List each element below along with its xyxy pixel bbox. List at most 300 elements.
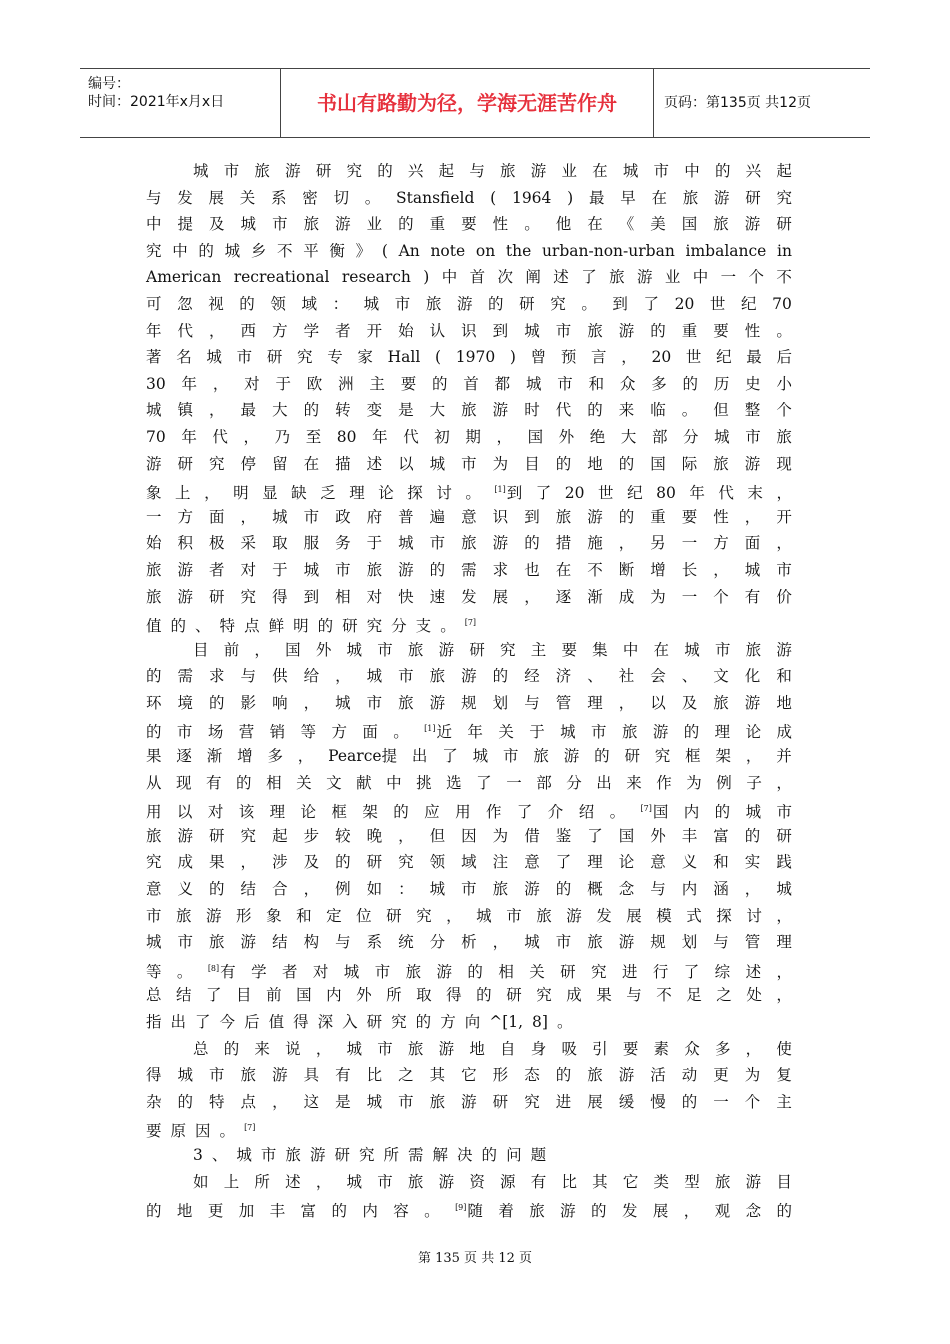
text-token: 旅: [745, 640, 762, 659]
text-token: 目: [236, 986, 252, 1005]
text-token: 关: [498, 723, 514, 742]
text-line: [146, 158, 792, 185]
text-token: 极: [209, 534, 225, 553]
text-token: 献: [356, 773, 372, 792]
text-token: ，: [618, 534, 635, 553]
text-token: 游: [652, 723, 669, 742]
text-token: 研: [366, 1013, 383, 1031]
text-token: 领: [270, 294, 286, 313]
text-token: 总: [193, 1039, 209, 1058]
text-token: 。: [776, 321, 792, 340]
text-token: 施: [587, 534, 603, 553]
text-token: 旅: [529, 1202, 545, 1221]
text-token: 分: [566, 773, 582, 792]
text-token: 增: [650, 560, 666, 579]
text-token: 理: [714, 723, 731, 742]
text-token: 游: [776, 640, 792, 659]
text-token: 个: [776, 401, 792, 420]
text-token: 论: [378, 484, 394, 503]
text-token: 游: [618, 321, 635, 340]
text-token: 子: [746, 773, 762, 792]
text-token: 论: [745, 723, 762, 742]
text-token: 乡: [250, 241, 267, 260]
text-token: ，: [713, 560, 729, 579]
text-token: 的: [236, 773, 252, 792]
text-line: [146, 743, 792, 770]
text-token: 行: [652, 962, 669, 981]
text-token: 市: [776, 803, 792, 822]
text-token: 的: [198, 241, 214, 260]
text-token: 史: [745, 374, 761, 393]
text-token: 外: [558, 427, 575, 446]
text-token: 述: [745, 962, 762, 981]
text-token: 是: [398, 401, 414, 420]
text-token: 代: [555, 401, 572, 420]
text-token: 游: [636, 268, 653, 287]
text-token: 。: [424, 1202, 440, 1221]
text-token: 市: [653, 162, 670, 180]
text-token: 例: [716, 773, 732, 792]
text-token: 游: [146, 454, 162, 473]
text-token: ，: [776, 986, 792, 1005]
text-token: 从: [146, 773, 162, 792]
text-token: 对: [312, 962, 329, 981]
text-token: 部: [651, 427, 668, 446]
text-token: 府: [366, 507, 383, 526]
text-line: [146, 796, 792, 823]
text-token: 年: [689, 484, 705, 503]
text-token: 游: [744, 215, 761, 234]
text-token: 研: [776, 826, 792, 845]
text-token: 成: [776, 723, 792, 742]
text-token: 切: [333, 188, 350, 207]
text-token: 研: [209, 587, 225, 606]
text-token: 外: [650, 826, 666, 845]
text-token: 镇: [177, 401, 194, 420]
text-token: 众: [684, 1039, 700, 1058]
text-token: ，: [398, 826, 414, 845]
text-token: 场: [207, 723, 224, 742]
text-token: 作: [656, 773, 672, 792]
text-token: 者: [281, 962, 298, 981]
text-token: 加: [238, 1202, 255, 1221]
text-token: 一: [720, 268, 737, 287]
text-token: 城: [236, 1145, 252, 1164]
text-token: 前: [266, 986, 282, 1005]
text-token: 国: [681, 215, 698, 234]
text-token: 中: [172, 241, 188, 260]
text-token: 象: [146, 484, 162, 503]
text-token: 并: [776, 747, 792, 766]
text-token: 代: [212, 427, 228, 446]
text-token: 次: [497, 268, 514, 287]
text-token: 后: [244, 1013, 260, 1031]
text-token: 整: [744, 401, 761, 420]
text-token: 。: [176, 962, 193, 981]
text-token: 缺: [291, 484, 307, 503]
text-token: ，: [524, 587, 540, 606]
text-line: [146, 1115, 792, 1142]
text-token: 例: [335, 880, 351, 899]
text-token: 发: [621, 1202, 638, 1221]
text-token: 述: [285, 1172, 301, 1191]
text-token: 旅: [407, 640, 424, 659]
text-token: 、: [587, 667, 603, 686]
text-token: 游: [309, 1145, 326, 1164]
text-token: 方: [272, 321, 288, 340]
text-line: [146, 1036, 792, 1063]
text-token: 起: [438, 162, 455, 180]
text-token: 点: [244, 617, 260, 636]
text-token: 在: [303, 454, 320, 473]
text-token: 市: [366, 693, 383, 712]
text-token: 自: [500, 1039, 516, 1058]
text-token: 留: [272, 454, 288, 473]
text-token: 发: [461, 587, 477, 606]
text-token: 旅: [587, 933, 603, 952]
text-token: 步: [303, 826, 320, 845]
text-token: 代: [718, 484, 734, 503]
text-token: 游: [618, 933, 635, 952]
text-token: 旅: [492, 880, 509, 899]
text-token: 大: [429, 401, 446, 420]
text-token: 主: [369, 374, 385, 393]
text-token: 实: [744, 853, 761, 872]
text-token: 响: [272, 693, 288, 712]
text-token: 论: [618, 853, 635, 872]
text-token: 世: [598, 484, 614, 503]
text-token: 市: [377, 1039, 393, 1058]
text-token: [9]随: [455, 1202, 483, 1221]
text-token: ：: [332, 294, 349, 313]
text-token: (: [490, 188, 497, 207]
text-token: 上: [175, 484, 191, 503]
text-token: 意: [524, 853, 540, 872]
text-token: 着: [498, 1202, 514, 1221]
text-token: 的: [393, 803, 409, 822]
text-token: 专: [327, 348, 343, 367]
text-token: 城: [272, 507, 288, 526]
text-token: 得: [446, 986, 462, 1005]
text-token: 究: [416, 906, 432, 925]
text-token: 究: [346, 162, 363, 180]
text-token: 方: [331, 723, 347, 742]
text-token: 是: [335, 1092, 351, 1111]
text-token: 了: [206, 986, 222, 1005]
text-token: 。: [364, 188, 381, 207]
text-token: 要: [681, 507, 698, 526]
text-token: ，: [744, 880, 761, 899]
text-token: 游: [560, 1202, 576, 1221]
text-token: ，: [776, 484, 792, 503]
text-token: 因: [461, 826, 477, 845]
text-token: 游: [492, 401, 509, 420]
text-token: 来: [618, 401, 635, 420]
text-token: 来: [626, 773, 642, 792]
text-token: 因: [195, 1122, 211, 1141]
text-token: 市: [176, 723, 193, 742]
text-token: 引: [592, 1039, 608, 1058]
text-token: 业: [561, 162, 577, 180]
text-token: ，: [243, 427, 260, 446]
text-token: 展: [626, 906, 642, 925]
text-token: 旅: [407, 1172, 424, 1191]
text-line: [146, 716, 792, 743]
header-page-label: 页码：第135页 共12页: [664, 95, 811, 111]
text-token: 之: [716, 986, 732, 1005]
text-token: 游: [335, 215, 351, 234]
text-token: 原: [170, 1122, 187, 1141]
text-token: 讨: [746, 906, 762, 925]
text-token: 旅: [621, 723, 638, 742]
text-token: 更: [207, 1202, 224, 1221]
text-token: 逐: [555, 587, 572, 606]
text-token: 城: [524, 321, 540, 340]
text-token: 开: [366, 321, 383, 340]
text-line: [146, 663, 792, 690]
text-token: 世: [709, 294, 726, 313]
text-token: 末: [747, 484, 763, 503]
text-token: 城: [684, 640, 700, 659]
text-token: 市: [503, 747, 519, 766]
text-token: 市: [374, 962, 391, 981]
text-token: ，: [272, 1092, 288, 1111]
text-token: 国: [618, 826, 635, 845]
text-token: 可: [146, 294, 162, 313]
text-token: 解: [432, 1145, 449, 1164]
text-token: 复: [776, 1066, 792, 1085]
text-token: 处: [746, 986, 762, 1005]
text-token: 究: [240, 826, 257, 845]
text-token: 一: [506, 773, 522, 792]
text-token: 著: [146, 348, 162, 367]
text-token: 市: [335, 560, 351, 579]
text-token: 吸: [561, 1039, 577, 1058]
text-token: 系: [271, 188, 287, 207]
text-token: ，: [212, 374, 229, 393]
text-token: 内: [681, 880, 698, 899]
text-token: 它: [622, 1172, 639, 1191]
text-token: 展: [652, 1202, 669, 1221]
text-token: 研: [334, 1145, 350, 1164]
text-token: 者: [209, 560, 225, 579]
text-token: 的: [377, 162, 393, 180]
text-token: 究: [398, 853, 414, 872]
text-token: 旅: [536, 906, 552, 925]
text-token: 方: [713, 534, 729, 553]
text-token: 架: [715, 747, 732, 766]
text-token: 分: [391, 617, 407, 636]
text-token: 等: [300, 723, 317, 742]
text-token: 的: [432, 374, 448, 393]
text-token: ，: [303, 693, 320, 712]
text-token: 国: [296, 986, 312, 1005]
text-token: 旅: [254, 162, 270, 180]
text-line: [146, 637, 792, 664]
text-line: [146, 584, 792, 611]
text-token: 对: [366, 587, 383, 606]
text-token: 市: [461, 454, 477, 473]
text-token: ，: [254, 640, 270, 659]
text-token: 城: [472, 747, 489, 766]
text-token: 兴: [407, 162, 424, 180]
text-token: ，: [240, 507, 257, 526]
text-token: 市: [714, 640, 731, 659]
text-token: 起: [272, 826, 288, 845]
text-token: 所: [254, 1172, 270, 1191]
text-token: 》: [355, 241, 372, 260]
text-token: 结: [272, 933, 288, 952]
text-token: 游: [530, 162, 547, 180]
text-token: 城: [240, 215, 257, 234]
text-line: [146, 477, 792, 504]
text-token: 不: [587, 560, 603, 579]
text-token: 不: [656, 986, 672, 1005]
text-token: ，: [496, 427, 512, 446]
text-token: 与: [650, 880, 666, 899]
text-token: 城: [744, 560, 761, 579]
text-token: 8]: [532, 1013, 548, 1031]
text-token: 成: [566, 986, 582, 1005]
text-token: 有: [530, 1172, 547, 1191]
text-token: ，: [209, 321, 225, 340]
text-token: 3: [193, 1145, 203, 1164]
text-token: 最: [588, 188, 605, 207]
text-token: 理: [269, 803, 286, 822]
text-token: 目: [524, 454, 540, 473]
text-token: 的: [146, 667, 162, 686]
citation-ref: [1]: [424, 724, 436, 734]
text-token: 要: [146, 1122, 162, 1141]
text-token: 年: [181, 374, 198, 393]
text-token: 游: [206, 906, 222, 925]
text-token: 的: [481, 1145, 498, 1164]
text-token: 具: [303, 1066, 320, 1085]
text-token: 一: [681, 587, 698, 606]
text-token: 框: [331, 803, 347, 822]
text-token: 70: [772, 294, 792, 313]
text-token: 的: [587, 401, 603, 420]
page-footer: 第 135 页 共 12 页: [417, 1251, 533, 1266]
text-line: [146, 1195, 792, 1222]
text-line: [146, 929, 792, 956]
text-token: 构: [303, 933, 320, 952]
text-token: 其: [592, 1172, 608, 1191]
text-token: 不: [277, 241, 293, 260]
text-token: 世: [685, 348, 702, 367]
text-token: 研: [342, 617, 358, 636]
text-token: 究: [366, 617, 383, 636]
text-token: 游: [177, 560, 194, 579]
text-token: 他: [555, 215, 572, 234]
text-token: 旅: [146, 826, 162, 845]
date-label: 时间：2021年x月x日: [88, 94, 225, 110]
text-token: 明: [293, 617, 309, 636]
text-token: 究: [240, 587, 257, 606]
text-token: 的: [467, 962, 483, 981]
text-token: 影: [240, 693, 257, 712]
text-token: 环: [146, 693, 162, 712]
text-token: 理: [776, 933, 792, 952]
text-token: 都: [494, 374, 511, 393]
text-token: 城: [335, 693, 351, 712]
text-token: 富: [300, 1202, 317, 1221]
text-token: 了: [535, 484, 552, 503]
text-token: 市: [394, 294, 411, 313]
text-token: 乃: [274, 427, 291, 446]
text-token: 向: [464, 1013, 481, 1031]
text-token: 究: [391, 1013, 407, 1031]
text-token: 与: [335, 933, 351, 952]
text-token: 外: [356, 986, 372, 1005]
text-token: 上: [223, 1172, 240, 1191]
text-line: [146, 610, 792, 637]
text-token: 预: [560, 348, 577, 367]
text-token: 来: [254, 1039, 270, 1058]
text-token: 取: [272, 534, 288, 553]
text-token: 20: [674, 294, 695, 313]
text-token: 城: [622, 162, 639, 180]
text-token: 所: [386, 986, 402, 1005]
header-info-cell: [80, 69, 281, 137]
text-token: 旅: [407, 1039, 424, 1058]
text-token: 市: [591, 723, 607, 742]
text-line: [146, 982, 792, 1009]
text-token: 果: [209, 853, 225, 872]
text-token: 为: [492, 826, 509, 845]
citation-ref: [7]: [244, 1123, 256, 1133]
text-token: 初: [434, 427, 450, 446]
text-token: 义: [177, 880, 194, 899]
text-token: 富: [713, 826, 729, 845]
text-token: ，: [744, 507, 761, 526]
text-token: 得: [272, 587, 288, 606]
text-token: 国: [285, 640, 301, 659]
text-token: 旅: [714, 1172, 731, 1191]
text-token: 果: [146, 747, 162, 766]
text-token: 旅: [555, 507, 572, 526]
text-token: 旅: [776, 427, 792, 446]
text-token: 最: [746, 348, 762, 367]
text-token: 支: [415, 617, 432, 636]
text-token: 更: [713, 1066, 729, 1085]
text-token: 讨: [436, 484, 452, 503]
text-token: 面: [362, 723, 378, 742]
text-token: 相: [498, 962, 514, 981]
text-token: 的: [650, 321, 666, 340]
text-token: 市: [398, 1092, 414, 1111]
text-token: 身: [530, 1039, 547, 1058]
text-token: 意: [146, 880, 162, 899]
text-token: 究: [146, 853, 162, 872]
text-token: 始: [398, 321, 414, 340]
text-token: 结: [176, 986, 192, 1005]
header-motto: 书山有路勤为径，学海无涯苦作舟: [281, 69, 654, 137]
text-token: 游: [744, 454, 761, 473]
text-token: ，: [621, 348, 637, 367]
text-line: [146, 451, 792, 478]
text-token: 对: [207, 803, 224, 822]
text-token: 。: [524, 215, 540, 234]
text-token: 要: [713, 321, 729, 340]
text-token: 乏: [320, 484, 336, 503]
text-token: on: [475, 241, 496, 260]
text-token: 和: [296, 906, 312, 925]
text-token: 展: [492, 587, 509, 606]
text-line: [146, 397, 792, 424]
text-token: 市: [557, 374, 573, 393]
text-token: 研: [386, 906, 402, 925]
